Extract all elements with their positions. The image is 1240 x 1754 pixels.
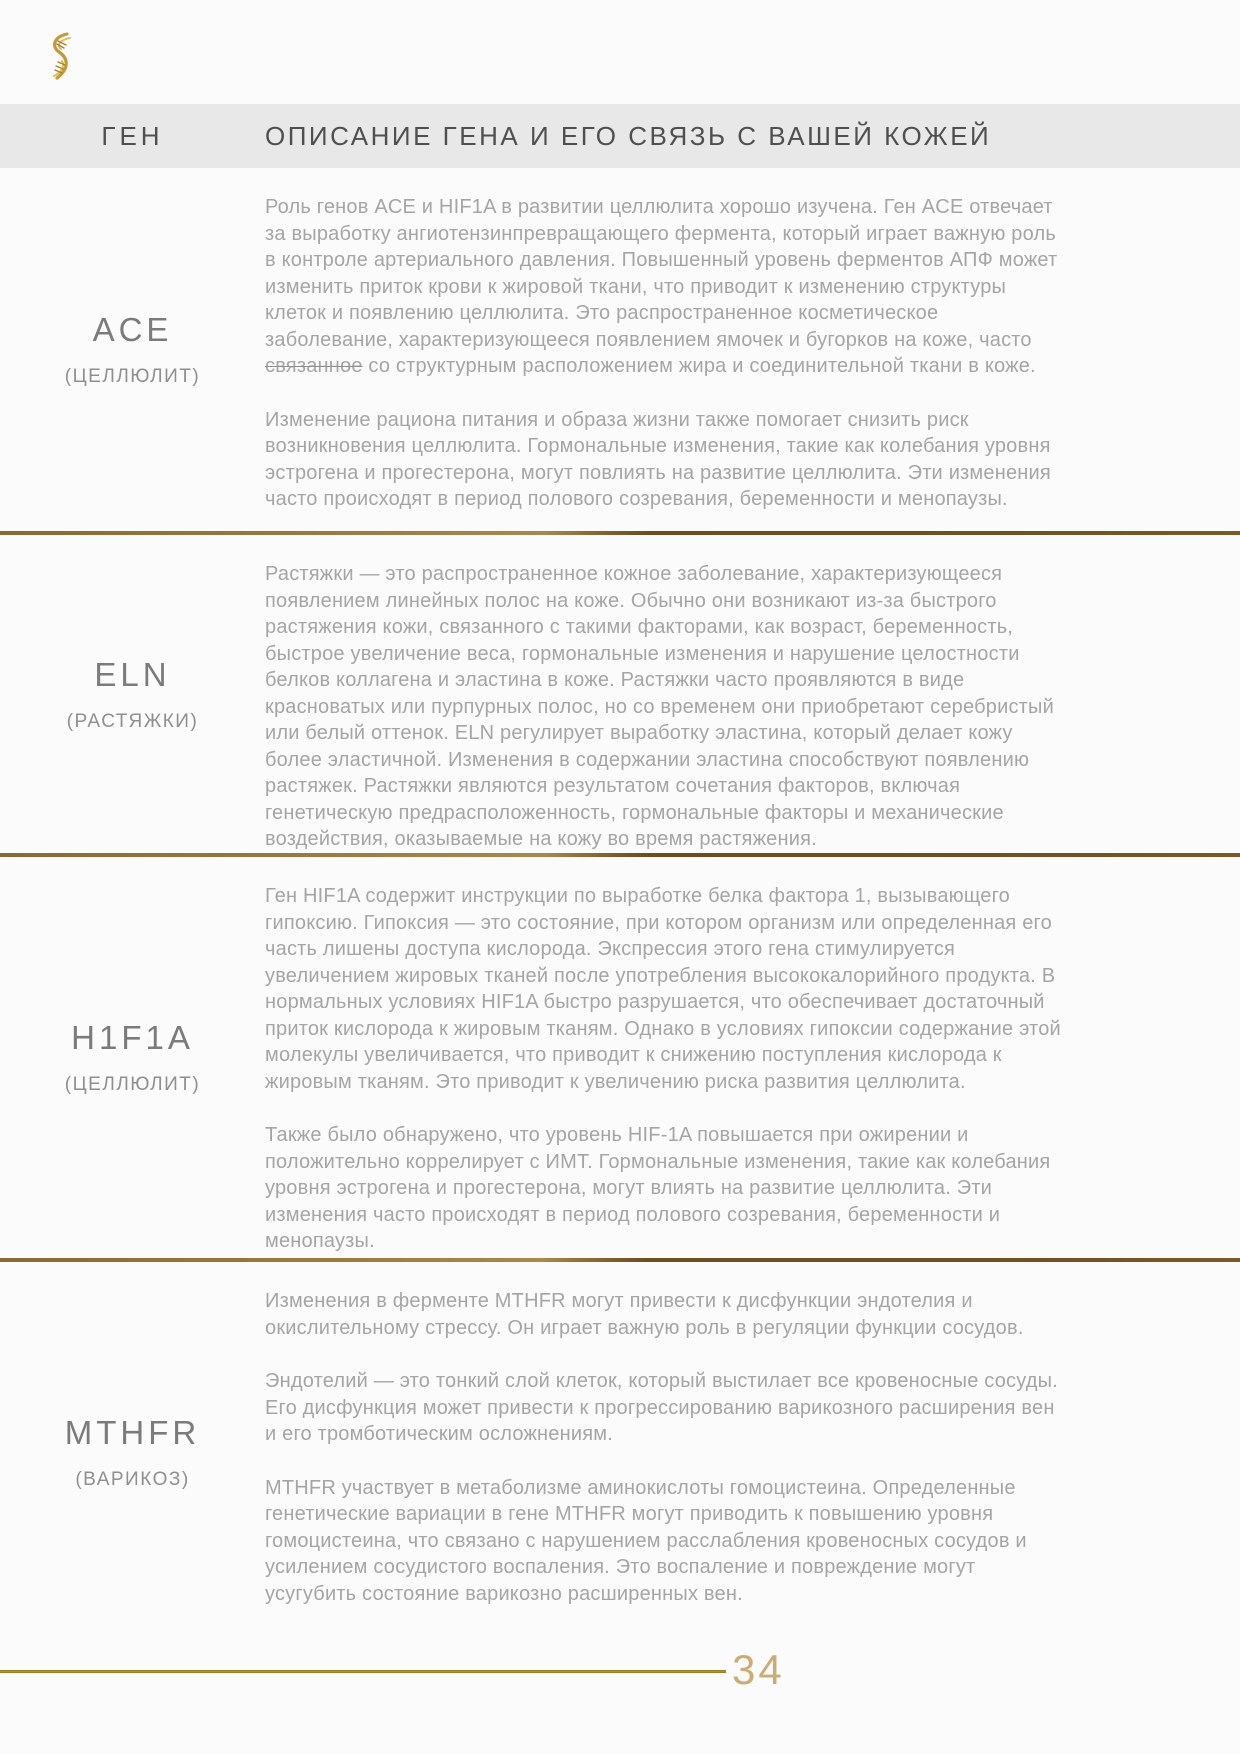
gene-row: [0, 168, 1240, 531]
gene-name: ACE: [92, 311, 173, 348]
gene-name: H1F1A: [71, 1019, 194, 1056]
description-paragraph: [265, 561, 1065, 853]
gene-cell: [0, 168, 265, 531]
description-paragraph: [265, 1368, 1065, 1448]
table-header-gene: [0, 121, 265, 152]
paragraph-text: MTHFR участвует в метаболизме аминокислоты гомоцистеина. Определенные генетические вариации в гене MTHFR могут приводить к повышению уровня гомоцистеина, что связано с нарушением расслабления кровеносных сосудов и усилением сосудистого воспаления. Это воспаление и повреждение могут усугубить состояние варикозно расширенных вен.: [265, 1476, 1027, 1605]
gene-subtitle: (ЦЕЛЛЮЛИТ): [64, 366, 201, 387]
paragraph-text: Изменения в ферменте MTHFR могут привести к дисфункции эндотелия и окислительному стрессу. Он играет важную роль в регуляции функции сосудов.: [265, 1290, 1024, 1339]
paragraph-text: Изменение рациона питания и образа жизни также помогает снизить риск возникновения целлюлита. Гормональные изменения, такие как колебания уровня эстрогена и прогестерона, могут повлиять на развитие целлюлита. Эти изменения часто происходят в период полового созревания, беременности и менопаузы.: [265, 408, 1051, 510]
gene-column-title: ГЕН: [101, 120, 164, 151]
description-column-title: ОПИСАНИЕ ГЕНА И ЕГО СВЯЗЬ С ВАШЕЙ КОЖЕЙ: [265, 120, 992, 151]
gene-description: [265, 1262, 1065, 1642]
gene-row: [0, 857, 1240, 1258]
gene-name: MTHFR: [64, 1413, 201, 1451]
gene-rows: [0, 168, 1240, 1642]
paragraph-text: Ген HIF1A содержит инструкции по выработке белка фактора 1, вызывающего гипоксию. Гипоксия — это состояние, при котором организм или определенная его часть лишены доступа кислорода. Экспрессия этого гена стимулируется увеличением жировых тканей после употребления высококалорийного продукта. В нормальных условиях HIF1A быстро разрушается, что обеспечивает достаточный приток кислорода к жировым тканям. Однако в условиях гипоксии содержание этой молекулы увеличивается, что приводит к снижению поступления кислорода к жировым тканям. Это приводит к увеличению риска развития целлюлита.: [265, 885, 1061, 1093]
gene-name: ELN: [94, 655, 171, 693]
gene-subtitle: (РАСТЯЖКИ): [66, 710, 199, 732]
paragraph-text: со структурным расположением жира и соединительной ткани в коже.: [362, 355, 1036, 377]
paragraph-text: Также было обнаружено, что уровень HIF-1A повышается при ожирении и положительно коррелирует с ИМТ. Гормональные изменения, такие как колебания уровня эстрогена и прогестерона, могут влиять на развитие целлюлита. Эти изменения часто происходят в период полового созревания, беременности и менопаузы.: [265, 1124, 1051, 1252]
gene-subtitle: (ВАРИКОЗ): [75, 1468, 190, 1490]
page-number: 34: [732, 1646, 785, 1693]
paragraph-text: Растяжки — это распространенное кожное заболевание, характеризующееся появлением линейных полос на коже. Обычно они возникают из-за быстрого растяжения кожи, связанного с такими факторами, как возраст, беременность, быстрое увеличение веса, гормональные изменения и нарушение целостности белков коллагена и эластина в коже. Растяжки часто проявляются в виде красноватых или пурпурных полос, но со временем они приобретают серебристый или белый оттенок. ELN регулирует выработку эластина, который делает кожу более эластичной. Изменения в содержании эластина способствуют появлению растяжек. Растяжки являются результатом сочетания факторов, включая генетическую предрасположенность, гормональные факторы и механические воздействия, оказываемые на кожу во время растяжения.: [265, 563, 1054, 850]
gene-row: [0, 1262, 1240, 1642]
dna-helix-icon: [46, 32, 76, 84]
gene-cell: [0, 535, 265, 853]
gene-subtitle: (ЦЕЛЛЮЛИТ): [64, 1074, 201, 1095]
footer-gold-line: [0, 1670, 726, 1673]
paragraph-text: Роль генов ACE и HIF1A в развитии целлюлита хорошо изучена. Ген ACE отвечает за выработку ангиотензинпревращающего фермента, который играет важную роль в контроле артериального давления. Повышенный уровень ферментов АПФ может изменить приток крови к жировой ткани, что приводит к изменению структуры клеток и появлению целлюлита. Это распространенное косметическое заболевание, характеризующееся появлением ямочек и бугорков на коже, часто: [265, 196, 1058, 351]
description-paragraph: [265, 194, 1065, 380]
description-paragraph: [265, 1288, 1065, 1341]
struck-text: связанное: [265, 355, 363, 377]
gene-description: [265, 168, 1065, 531]
description-paragraph: [265, 1122, 1065, 1255]
gene-table: [0, 104, 1240, 1642]
gene-row: [0, 535, 1240, 853]
gene-description: [265, 857, 1065, 1258]
gene-cell: [0, 857, 265, 1258]
paragraph-text: Эндотелий — это тонкий слой клеток, который выстилает все кровеносные сосуды. Его дисфункция может привести к прогрессированию варикозного расширения вен и его тромботическим осложнениям.: [265, 1370, 1058, 1445]
description-paragraph: [265, 407, 1065, 513]
description-paragraph: [265, 1475, 1065, 1608]
gene-cell: [0, 1262, 265, 1642]
description-paragraph: [265, 883, 1065, 1095]
table-header-row: [0, 104, 1240, 168]
gene-description: [265, 535, 1065, 853]
